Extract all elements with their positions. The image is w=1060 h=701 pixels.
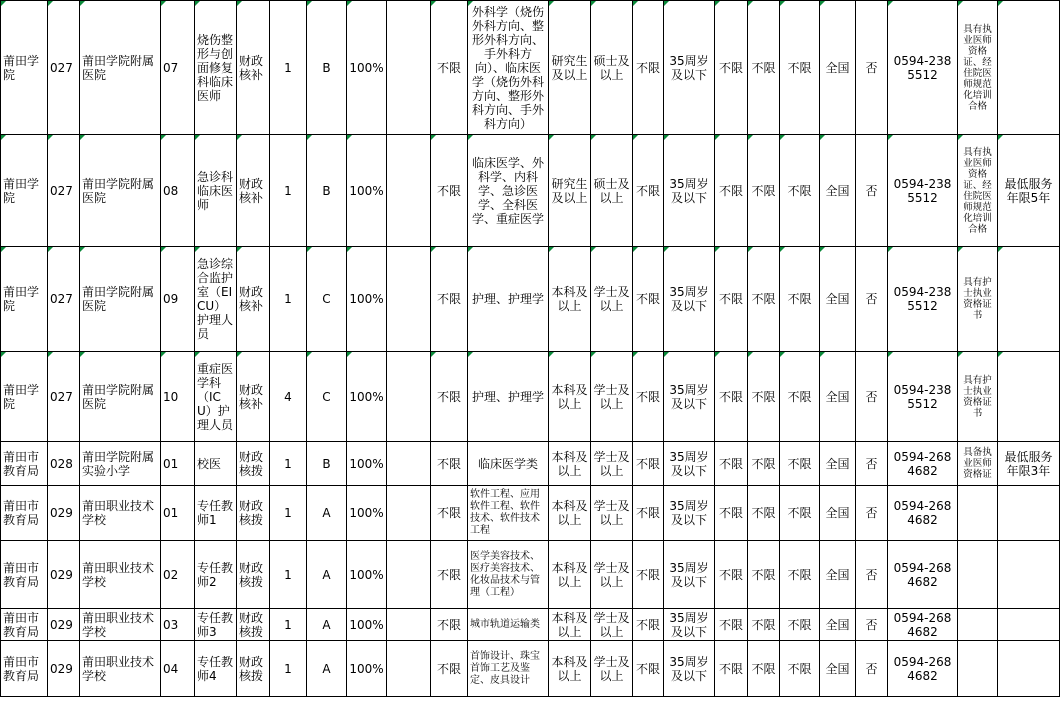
remark-cell [998, 247, 1060, 352]
age-cell: 35周岁及以下 [664, 641, 715, 697]
ratio-cell: 100% [347, 641, 387, 697]
other-requirement-cell: 具有护士执业资格证书 [958, 247, 998, 352]
department-cell: 莆田市教育局 [1, 541, 48, 609]
category-cell: A [307, 541, 347, 609]
limit-cell: 不限 [431, 442, 468, 486]
degree-cell: 学士及以上 [591, 247, 633, 352]
limit-cell: 不限 [431, 1, 468, 135]
requirement-cell: 不限 [715, 1, 748, 135]
exam-cell: 否 [856, 352, 888, 442]
department-cell: 莆田学院 [1, 135, 48, 247]
position-title-cell: 专任教师3 [195, 609, 237, 641]
unit-code-cell: 029 [48, 641, 80, 697]
age-cell: 35周岁及以下 [664, 247, 715, 352]
remark-cell [998, 641, 1060, 697]
degree-cell: 硕士及以上 [591, 1, 633, 135]
limit2-cell: 不限 [633, 135, 664, 247]
position-code-cell: 03 [161, 609, 195, 641]
unit-name-cell: 莆田学院附属医院 [80, 135, 161, 247]
count-cell: 1 [270, 135, 307, 247]
scope-cell: 全国 [820, 541, 856, 609]
position-code-cell: 04 [161, 641, 195, 697]
requirement-cell: 不限 [780, 352, 820, 442]
funding-cell: 财政核补 [237, 1, 270, 135]
remark-cell [998, 541, 1060, 609]
category-cell: C [307, 247, 347, 352]
limit2-cell: 不限 [633, 609, 664, 641]
education-cell: 本科及以上 [549, 609, 591, 641]
requirement-cell: 不限 [748, 609, 780, 641]
major-cell: 医学美容技术、医疗美容技术、化妆品技术与管理（工程） [468, 541, 549, 609]
limit-cell: 不限 [431, 609, 468, 641]
requirement-cell: 不限 [780, 486, 820, 541]
position-title-cell: 专任教师1 [195, 486, 237, 541]
department-cell: 莆田市教育局 [1, 442, 48, 486]
unit-name-cell: 莆田学院附属医院 [80, 247, 161, 352]
exam-cell: 否 [856, 609, 888, 641]
funding-cell: 财政核拨 [237, 486, 270, 541]
table-row [1, 486, 1060, 541]
requirement-cell: 不限 [780, 247, 820, 352]
limit2-cell: 不限 [633, 486, 664, 541]
position-code-cell: 01 [161, 442, 195, 486]
age-cell: 35周岁及以下 [664, 1, 715, 135]
degree-cell: 学士及以上 [591, 541, 633, 609]
limit-cell: 不限 [431, 352, 468, 442]
education-cell: 本科及以上 [549, 641, 591, 697]
education-cell: 研究生及以上 [549, 1, 591, 135]
age-cell: 35周岁及以下 [664, 352, 715, 442]
requirement-cell: 不限 [748, 486, 780, 541]
count-cell: 1 [270, 247, 307, 352]
requirement-cell: 不限 [748, 352, 780, 442]
position-title-cell: 烧伤整形与创面修复科临床医师 [195, 1, 237, 135]
funding-cell: 财政核拨 [237, 541, 270, 609]
category-cell: C [307, 352, 347, 442]
major-cell: 护理、护理学 [468, 247, 549, 352]
other-requirement-cell [958, 641, 998, 697]
remark-cell [998, 486, 1060, 541]
unit-code-cell: 027 [48, 135, 80, 247]
other-requirement-cell: 具有执业医师资格证、经住院医师规范化培训合格 [958, 1, 998, 135]
phone-cell: 0594-2684682 [888, 641, 958, 697]
table-row [1, 352, 1060, 442]
limit2-cell: 不限 [633, 442, 664, 486]
major-cell: 临床医学类 [468, 442, 549, 486]
department-cell: 莆田学院 [1, 1, 48, 135]
unit-name-cell: 莆田学院附属医院 [80, 1, 161, 135]
limit2-cell: 不限 [633, 641, 664, 697]
unit-name-cell: 莆田职业技术学校 [80, 609, 161, 641]
position-code-cell: 09 [161, 247, 195, 352]
unit-code-cell: 027 [48, 247, 80, 352]
position-code-cell: 07 [161, 1, 195, 135]
requirement-cell: 不限 [780, 135, 820, 247]
limit2-cell: 不限 [633, 541, 664, 609]
blank-cell [387, 352, 431, 442]
requirement-cell: 不限 [715, 641, 748, 697]
department-cell: 莆田市教育局 [1, 609, 48, 641]
requirement-cell: 不限 [715, 442, 748, 486]
unit-name-cell: 莆田职业技术学校 [80, 641, 161, 697]
phone-cell: 0594-2684682 [888, 442, 958, 486]
degree-cell: 学士及以上 [591, 352, 633, 442]
count-cell: 1 [270, 609, 307, 641]
scope-cell: 全国 [820, 609, 856, 641]
unit-code-cell: 027 [48, 1, 80, 135]
scope-cell: 全国 [820, 352, 856, 442]
limit-cell: 不限 [431, 135, 468, 247]
education-cell: 本科及以上 [549, 541, 591, 609]
major-cell: 外科学（烧伤外科方向、整形外科方向、手外科方向）、临床医学（烧伤外科方向、整形外科方向、手外科方向） [468, 1, 549, 135]
age-cell: 35周岁及以下 [664, 541, 715, 609]
education-cell: 本科及以上 [549, 352, 591, 442]
remark-cell [998, 352, 1060, 442]
requirement-cell: 不限 [748, 442, 780, 486]
category-cell: A [307, 641, 347, 697]
scope-cell: 全国 [820, 247, 856, 352]
category-cell: A [307, 486, 347, 541]
exam-cell: 否 [856, 541, 888, 609]
limit-cell: 不限 [431, 247, 468, 352]
requirement-cell: 不限 [780, 609, 820, 641]
department-cell: 莆田市教育局 [1, 486, 48, 541]
age-cell: 35周岁及以下 [664, 609, 715, 641]
phone-cell: 0594-2684682 [888, 486, 958, 541]
exam-cell: 否 [856, 641, 888, 697]
unit-name-cell: 莆田职业技术学校 [80, 486, 161, 541]
table-row [1, 609, 1060, 641]
category-cell: A [307, 609, 347, 641]
major-cell: 软件工程、应用软件工程、软件技术、软件技术工程 [468, 486, 549, 541]
requirement-cell: 不限 [748, 1, 780, 135]
ratio-cell: 100% [347, 352, 387, 442]
count-cell: 1 [270, 486, 307, 541]
count-cell: 1 [270, 541, 307, 609]
requirement-cell: 不限 [780, 1, 820, 135]
education-cell: 本科及以上 [549, 247, 591, 352]
phone-cell: 0594-2385512 [888, 135, 958, 247]
ratio-cell: 100% [347, 609, 387, 641]
funding-cell: 财政核补 [237, 135, 270, 247]
age-cell: 35周岁及以下 [664, 486, 715, 541]
requirement-cell: 不限 [715, 247, 748, 352]
position-title-cell: 专任教师2 [195, 541, 237, 609]
major-cell: 首饰设计、珠宝首饰工艺及鉴定、皮具设计 [468, 641, 549, 697]
ratio-cell: 100% [347, 442, 387, 486]
exam-cell: 否 [856, 135, 888, 247]
blank-cell [387, 486, 431, 541]
blank-cell [387, 247, 431, 352]
unit-name-cell: 莆田学院附属医院 [80, 352, 161, 442]
age-cell: 35周岁及以下 [664, 442, 715, 486]
remark-cell: 最低服务年限3年 [998, 442, 1060, 486]
funding-cell: 财政核拨 [237, 442, 270, 486]
requirement-cell: 不限 [780, 541, 820, 609]
blank-cell [387, 541, 431, 609]
position-title-cell: 急诊科临床医师 [195, 135, 237, 247]
requirement-cell: 不限 [748, 541, 780, 609]
funding-cell: 财政核补 [237, 352, 270, 442]
position-title-cell: 校医 [195, 442, 237, 486]
remark-cell [998, 1, 1060, 135]
department-cell: 莆田学院 [1, 352, 48, 442]
table-row [1, 541, 1060, 609]
requirement-cell: 不限 [748, 135, 780, 247]
phone-cell: 0594-2684682 [888, 609, 958, 641]
blank-cell [387, 442, 431, 486]
requirement-cell: 不限 [715, 135, 748, 247]
position-code-cell: 01 [161, 486, 195, 541]
degree-cell: 学士及以上 [591, 442, 633, 486]
limit2-cell: 不限 [633, 352, 664, 442]
exam-cell: 否 [856, 1, 888, 135]
degree-cell: 硕士及以上 [591, 135, 633, 247]
exam-cell: 否 [856, 442, 888, 486]
category-cell: B [307, 135, 347, 247]
unit-code-cell: 027 [48, 352, 80, 442]
limit-cell: 不限 [431, 641, 468, 697]
phone-cell: 0594-2684682 [888, 541, 958, 609]
blank-cell [387, 135, 431, 247]
education-cell: 本科及以上 [549, 486, 591, 541]
table-row [1, 247, 1060, 352]
other-requirement-cell: 具有执业医师资格证、经住院医师规范化培训合格 [958, 135, 998, 247]
remark-cell: 最低服务年限5年 [998, 135, 1060, 247]
scope-cell: 全国 [820, 135, 856, 247]
limit-cell: 不限 [431, 486, 468, 541]
scope-cell: 全国 [820, 1, 856, 135]
requirement-cell: 不限 [780, 641, 820, 697]
requirement-cell: 不限 [715, 486, 748, 541]
requirement-cell: 不限 [748, 247, 780, 352]
other-requirement-cell: 具备执业医师资格证 [958, 442, 998, 486]
unit-code-cell: 029 [48, 609, 80, 641]
unit-name-cell: 莆田学院附属实验小学 [80, 442, 161, 486]
count-cell: 1 [270, 442, 307, 486]
limit-cell: 不限 [431, 541, 468, 609]
requirement-cell: 不限 [748, 641, 780, 697]
education-cell: 本科及以上 [549, 442, 591, 486]
limit2-cell: 不限 [633, 247, 664, 352]
degree-cell: 学士及以上 [591, 641, 633, 697]
major-cell: 临床医学、外科学、内科学、急诊医学、全科医学、重症医学 [468, 135, 549, 247]
unit-name-cell: 莆田职业技术学校 [80, 541, 161, 609]
table-row [1, 442, 1060, 486]
ratio-cell: 100% [347, 541, 387, 609]
education-cell: 研究生及以上 [549, 135, 591, 247]
ratio-cell: 100% [347, 247, 387, 352]
scope-cell: 全国 [820, 442, 856, 486]
other-requirement-cell [958, 486, 998, 541]
count-cell: 1 [270, 1, 307, 135]
blank-cell [387, 609, 431, 641]
degree-cell: 学士及以上 [591, 486, 633, 541]
major-cell: 城市轨道运输类 [468, 609, 549, 641]
major-cell: 护理、护理学 [468, 352, 549, 442]
phone-cell: 0594-2385512 [888, 1, 958, 135]
ratio-cell: 100% [347, 135, 387, 247]
table-row [1, 135, 1060, 247]
blank-cell [387, 641, 431, 697]
ratio-cell: 100% [347, 1, 387, 135]
count-cell: 4 [270, 352, 307, 442]
scope-cell: 全国 [820, 486, 856, 541]
other-requirement-cell [958, 541, 998, 609]
requirement-cell: 不限 [715, 352, 748, 442]
other-requirement-cell [958, 609, 998, 641]
position-code-cell: 02 [161, 541, 195, 609]
unit-code-cell: 029 [48, 486, 80, 541]
phone-cell: 0594-2385512 [888, 247, 958, 352]
exam-cell: 否 [856, 486, 888, 541]
degree-cell: 学士及以上 [591, 609, 633, 641]
funding-cell: 财政核拨 [237, 609, 270, 641]
limit2-cell: 不限 [633, 1, 664, 135]
requirement-cell: 不限 [780, 442, 820, 486]
category-cell: B [307, 1, 347, 135]
other-requirement-cell: 具有护士执业资格证书 [958, 352, 998, 442]
scope-cell: 全国 [820, 641, 856, 697]
category-cell: B [307, 442, 347, 486]
funding-cell: 财政核补 [237, 247, 270, 352]
position-title-cell: 急诊综合监护室（EICU）护理人员 [195, 247, 237, 352]
funding-cell: 财政核拨 [237, 641, 270, 697]
table-row [1, 1, 1060, 135]
unit-code-cell: 028 [48, 442, 80, 486]
phone-cell: 0594-2385512 [888, 352, 958, 442]
count-cell: 1 [270, 641, 307, 697]
requirement-cell: 不限 [715, 541, 748, 609]
requirement-cell: 不限 [715, 609, 748, 641]
unit-code-cell: 029 [48, 541, 80, 609]
ratio-cell: 100% [347, 486, 387, 541]
position-title-cell: 专任教师4 [195, 641, 237, 697]
position-code-cell: 08 [161, 135, 195, 247]
exam-cell: 否 [856, 247, 888, 352]
position-title-cell: 重症医学科（ICU）护理人员 [195, 352, 237, 442]
department-cell: 莆田学院 [1, 247, 48, 352]
remark-cell [998, 609, 1060, 641]
position-code-cell: 10 [161, 352, 195, 442]
table-row [1, 641, 1060, 697]
age-cell: 35周岁及以下 [664, 135, 715, 247]
blank-cell [387, 1, 431, 135]
department-cell: 莆田市教育局 [1, 641, 48, 697]
